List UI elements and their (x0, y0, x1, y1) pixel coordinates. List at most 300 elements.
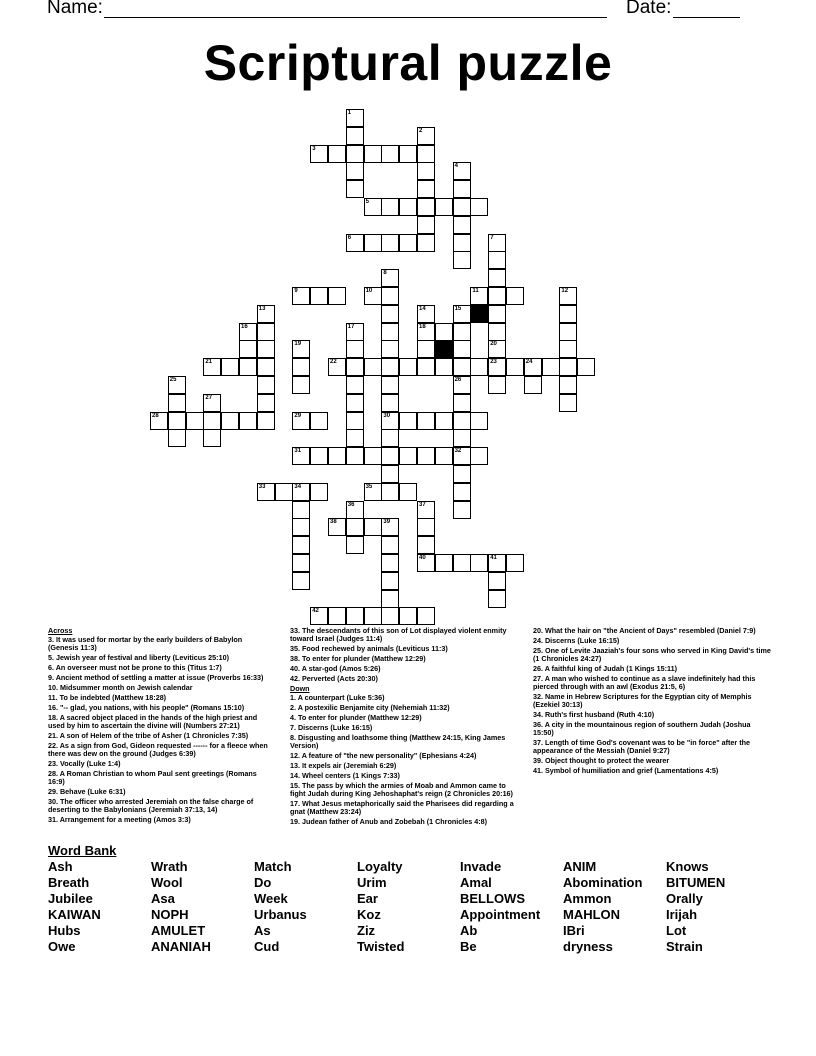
grid-cell[interactable] (381, 483, 399, 501)
grid-cell[interactable] (399, 607, 417, 625)
clue-number: 11 (472, 288, 479, 294)
grid-cell[interactable] (239, 358, 257, 376)
grid-cell[interactable] (346, 536, 364, 554)
clue-item: 9. Ancient method of settling a matter at issue (Proverbs 16:33) (48, 673, 264, 682)
grid-cell[interactable] (559, 323, 577, 341)
grid-cell[interactable] (364, 358, 382, 376)
grid-cell[interactable] (292, 572, 310, 590)
grid-cell[interactable] (221, 412, 239, 430)
clue-item: 10. Midsummer month on Jewish calendar (48, 683, 193, 692)
grid-cell[interactable] (292, 536, 310, 554)
grid-cell[interactable] (417, 216, 435, 234)
grid-cell[interactable] (453, 251, 471, 269)
clue-number: 21 (205, 359, 213, 366)
grid-cell[interactable] (381, 465, 399, 483)
grid-cell[interactable] (292, 340, 310, 358)
clue-item: 39. Object thought to protect the wearer (533, 756, 670, 765)
grid-cell[interactable] (381, 554, 399, 572)
clue-item: 30. The officer who arrested Jeremiah on the false charge of deserting to the Babylonians (Jeremiah 37:13, 14) (48, 797, 254, 814)
clue-item: 31. Arrangement for a meeting (Amos 3:3) (48, 815, 191, 824)
word-bank-item: Owe (48, 939, 76, 954)
grid-cell[interactable] (399, 412, 417, 430)
word-bank-item: Appointment (460, 907, 541, 922)
grid-cell[interactable] (381, 305, 399, 323)
clue-item: 25. One of Levite Jaaziah's four sons who served in King David's time (1 Chronicles 24:27) (533, 646, 771, 663)
clue-item: 13. It expels air (Jeremiah 6:29) (290, 761, 397, 770)
grid-cell[interactable] (275, 483, 293, 501)
grid-cell[interactable] (417, 198, 435, 216)
clue-number: 17 (347, 323, 355, 330)
grid-cell[interactable] (488, 590, 506, 608)
grid-cell[interactable] (346, 234, 364, 252)
grid-cell[interactable] (453, 216, 471, 234)
grid-cell[interactable] (381, 145, 399, 163)
clue-item: 16. "-- glad, you nations, with his people" (Romans 15:10) (48, 703, 245, 712)
clue-number: 5 (365, 199, 369, 205)
grid-cell[interactable] (381, 323, 399, 341)
clue-number: 10 (365, 288, 373, 294)
grid-cell[interactable] (364, 234, 382, 252)
grid-cell[interactable] (346, 447, 364, 465)
grid-cell[interactable] (417, 162, 435, 180)
black-square (435, 340, 453, 358)
grid-cell[interactable] (435, 323, 453, 341)
grid-cell[interactable] (257, 394, 275, 412)
grid-cell[interactable] (292, 358, 310, 376)
grid-cell[interactable] (488, 251, 506, 269)
grid-cell[interactable] (257, 323, 275, 341)
clue-item: 19. Judean father of Anub and Zobebah (1 Chronicles 4:8) (290, 817, 488, 826)
date-label: Date: (626, 0, 672, 18)
grid-cell[interactable] (417, 554, 435, 572)
grid-cell[interactable] (346, 109, 364, 127)
grid-cell[interactable] (435, 358, 453, 376)
grid-cell[interactable] (346, 323, 364, 341)
grid-cell[interactable] (453, 394, 471, 412)
grid-cell[interactable] (292, 376, 310, 394)
grid-cell[interactable] (346, 394, 364, 412)
grid-cell[interactable] (435, 447, 453, 465)
grid-cell[interactable] (257, 376, 275, 394)
word-bank-item: AMULET (151, 923, 206, 938)
grid-cell[interactable] (453, 501, 471, 519)
clue-item: 15. The pass by which the armies of Moab and Ammon came to fight Judah during King Jehoshaphat's reign (2 Chronicles 20:16) (290, 781, 513, 798)
grid-cell[interactable] (399, 145, 417, 163)
grid-cell[interactable] (453, 429, 471, 447)
clue-number: 39 (383, 519, 391, 526)
word-bank-item: Jubilee (48, 891, 93, 906)
grid-cell[interactable] (346, 127, 364, 145)
word-bank-item: Urim (357, 875, 387, 890)
grid-cell[interactable] (328, 607, 346, 625)
grid-cell[interactable] (417, 536, 435, 554)
grid-cell[interactable] (435, 198, 453, 216)
grid-cell[interactable] (310, 287, 328, 305)
grid-cell[interactable] (381, 376, 399, 394)
grid-cell[interactable] (381, 394, 399, 412)
grid-cell[interactable] (381, 536, 399, 554)
grid-cell[interactable] (417, 305, 435, 323)
clue-number: 1 (347, 110, 352, 116)
grid-cell[interactable] (381, 358, 399, 376)
grid-cell[interactable] (470, 554, 488, 572)
clue-number: 36 (347, 501, 355, 508)
grid-cell[interactable] (453, 554, 471, 572)
clue-number: 38 (330, 519, 337, 526)
clue-number: 34 (294, 483, 302, 490)
grid-cell[interactable] (346, 180, 364, 198)
grid-cell[interactable] (346, 501, 364, 519)
grid-cell[interactable] (506, 554, 524, 572)
grid-cell[interactable] (364, 607, 382, 625)
grid-cell[interactable] (310, 447, 328, 465)
clue-item: 41. Symbol of humiliation and grief (Lamentations 4:5) (533, 766, 719, 775)
black-square (470, 305, 488, 323)
grid-cell[interactable] (292, 412, 310, 430)
clue-number: 9 (294, 288, 298, 294)
word-bank (48, 859, 788, 955)
grid-cell[interactable] (328, 447, 346, 465)
grid-cell[interactable] (168, 412, 186, 430)
grid-cell[interactable] (435, 554, 453, 572)
clue-number: 23 (490, 359, 497, 366)
word-bank-item: BITUMEN (666, 875, 726, 890)
grid-cell[interactable] (470, 198, 488, 216)
clue-number: 25 (169, 377, 177, 383)
grid-cell[interactable] (524, 376, 542, 394)
grid-cell[interactable] (381, 447, 399, 465)
name-label: Name: (47, 0, 103, 18)
clue-number: 31 (294, 448, 302, 455)
word-bank-item: As (254, 923, 271, 938)
grid-cell[interactable] (488, 340, 506, 358)
grid-cell[interactable] (346, 340, 364, 358)
grid-cell[interactable] (577, 358, 595, 376)
clue-item: 29. Behave (Luke 6:31) (48, 787, 126, 796)
grid-cell[interactable] (257, 412, 275, 430)
clue-item: 6. An overseer must not be prone to this (Titus 1:7) (48, 663, 222, 672)
grid-cell[interactable] (470, 287, 488, 305)
grid-cell[interactable] (506, 358, 524, 376)
grid-cell[interactable] (364, 447, 382, 465)
clue-number: 41 (490, 555, 497, 561)
word-bank-item: MAHLON (563, 907, 621, 922)
grid-cell[interactable] (453, 447, 471, 465)
grid-cell[interactable] (292, 518, 310, 536)
clue-item: 1. A counterpart (Luke 5:36) (290, 693, 385, 702)
clue-number: 16 (241, 323, 248, 330)
grid-cell[interactable] (292, 447, 310, 465)
word-bank-item: ANANIAH (151, 939, 211, 954)
word-bank-item: Ash (48, 859, 73, 874)
clue-item: 8. Disgusting and loathsome thing (Matthew 24:15, King James Version) (290, 733, 506, 750)
word-bank-item: Lot (666, 923, 687, 938)
grid-cell[interactable] (417, 501, 435, 519)
clue-item: 18. A sacred object placed in the hands of the high priest and used by him to ascertain the divine will (Numbers 27:21) (48, 713, 258, 730)
grid-cell[interactable] (453, 234, 471, 252)
clues-col-1 (48, 627, 273, 826)
down-heading: Down (290, 684, 310, 693)
grid-cell[interactable] (488, 234, 506, 252)
word-bank-title: Word Bank (48, 843, 117, 858)
clue-number: 37 (419, 501, 426, 508)
clue-number: 35 (365, 483, 373, 490)
grid-cell[interactable] (168, 429, 186, 447)
clue-item: 37. Length of time God's covenant was to be "in force" after the appearance of the Messiah (Daniel 9:27) (533, 738, 750, 755)
clue-item: 42. Perverted (Acts 20:30) (290, 674, 378, 683)
grid-cell[interactable] (203, 358, 221, 376)
grid-cell[interactable] (470, 447, 488, 465)
page-title: Scriptural puzzle (203, 35, 613, 91)
clue-number: 8 (383, 270, 387, 277)
grid-cell[interactable] (381, 269, 399, 287)
clue-item: 23. Vocally (Luke 1:4) (48, 759, 121, 768)
grid-cell[interactable] (239, 412, 257, 430)
grid-cell[interactable] (239, 323, 257, 341)
clue-number: 22 (330, 359, 337, 366)
clue-number: 3 (312, 145, 316, 152)
word-bank-item: BELLOWS (460, 891, 525, 906)
grid-cell[interactable] (257, 358, 275, 376)
grid-cell[interactable] (328, 287, 346, 305)
clue-item: 11. To be indebted (Matthew 18:28) (48, 693, 167, 702)
grid-cell[interactable] (364, 287, 382, 305)
grid-cell[interactable] (310, 412, 328, 430)
grid-cell[interactable] (346, 358, 364, 376)
word-bank-item: Match (254, 859, 292, 874)
clue-item: 20. What the hair on "the Ancient of Days" resembled (Daniel 7:9) (533, 626, 756, 635)
grid-cell[interactable] (559, 358, 577, 376)
grid-cell[interactable] (488, 269, 506, 287)
grid-cell[interactable] (559, 305, 577, 323)
grid-cell[interactable] (399, 483, 417, 501)
grid-cell[interactable] (292, 554, 310, 572)
word-bank-item: Asa (151, 891, 175, 906)
clue-number: 4 (454, 163, 458, 170)
grid-cell[interactable] (381, 234, 399, 252)
grid-cell[interactable] (239, 340, 257, 358)
grid-cell[interactable] (381, 198, 399, 216)
grid-cell[interactable] (328, 518, 346, 536)
grid-cell[interactable] (506, 287, 524, 305)
grid-cell[interactable] (470, 358, 488, 376)
grid-cell[interactable] (346, 429, 364, 447)
clue-item: 32. Name in Hebrew Scriptures for the Egyptian city of Memphis (Ezekiel 30:13) (533, 692, 752, 709)
grid-cell[interactable] (346, 607, 364, 625)
grid-cell[interactable] (453, 323, 471, 341)
word-bank-item: Invade (460, 859, 502, 874)
word-bank-item: Ear (357, 891, 378, 906)
grid-cell[interactable] (381, 287, 399, 305)
grid-cell[interactable] (381, 518, 399, 536)
grid-cell[interactable] (453, 162, 471, 180)
word-bank-item: Be (460, 939, 477, 954)
grid-cell[interactable] (399, 234, 417, 252)
grid-cell[interactable] (399, 358, 417, 376)
clue-item: 33. The descendants of this son of Lot displayed violent enmity toward Israel (Judges 11:4) (290, 626, 507, 643)
clue-item: 5. Jewish year of festival and liberty (Leviticus 25:10) (48, 653, 229, 662)
clue-item: 24. Discerns (Luke 16:15) (533, 636, 620, 645)
clue-number: 32 (454, 448, 462, 455)
grid-cell[interactable] (417, 180, 435, 198)
clue-item: 40. A star-god (Amos 5:26) (290, 664, 381, 673)
clue-item: 14. Wheel centers (1 Kings 7:33) (290, 771, 400, 780)
grid-cell[interactable] (257, 483, 275, 501)
grid-cell[interactable] (559, 394, 577, 412)
clue-number: 6 (347, 234, 352, 241)
grid-cell[interactable] (381, 607, 399, 625)
grid-cell[interactable] (417, 127, 435, 145)
word-bank-item: KAIWAN (48, 907, 101, 922)
word-bank-item: Wrath (151, 859, 188, 874)
grid-cell[interactable] (542, 358, 560, 376)
grid-cell[interactable] (488, 287, 506, 305)
grid-cell[interactable] (524, 358, 542, 376)
clue-number: 7 (490, 234, 494, 241)
grid-cell[interactable] (453, 180, 471, 198)
grid-cell[interactable] (381, 340, 399, 358)
grid-cell[interactable] (470, 412, 488, 430)
word-bank-item: Orally (666, 891, 703, 906)
grid-cell[interactable] (203, 394, 221, 412)
grid-cell[interactable] (310, 607, 328, 625)
grid-cell[interactable] (488, 554, 506, 572)
clue-item: 22. As a sign from God, Gideon requested ------ for a fleece when there was dew on the ground (Judges 6:39) (48, 741, 268, 758)
word-bank-item: dryness (563, 939, 613, 954)
clue-number: 18 (419, 323, 426, 330)
word-bank-item: Abomination (563, 875, 643, 890)
word-bank-item: IBri (563, 923, 585, 938)
clue-item: 17. What Jesus metaphorically said the Pharisees did regarding a gnat (Matthew 23:24) (290, 799, 514, 816)
grid-cell[interactable] (559, 340, 577, 358)
clue-number: 15 (454, 305, 462, 312)
word-bank-item: Hubs (48, 923, 81, 938)
grid-cell[interactable] (417, 607, 435, 625)
grid-cell[interactable] (310, 483, 328, 501)
clue-item: 2. A postexilic Benjamite city (Nehemiah 11:32) (290, 703, 450, 712)
grid-cell[interactable] (381, 572, 399, 590)
grid-cell[interactable] (488, 305, 506, 323)
grid-cell[interactable] (417, 234, 435, 252)
clue-number: 29 (294, 412, 302, 419)
grid-cell[interactable] (417, 447, 435, 465)
grid-cell[interactable] (364, 145, 382, 163)
word-bank-item: Do (254, 875, 272, 890)
grid-cell[interactable] (203, 429, 221, 447)
grid-cell[interactable] (310, 145, 328, 163)
grid-cell[interactable] (364, 518, 382, 536)
grid-cell[interactable] (399, 198, 417, 216)
grid-cell[interactable] (381, 429, 399, 447)
grid-cell[interactable] (150, 412, 168, 430)
grid-cell[interactable] (453, 376, 471, 394)
grid-cell[interactable] (417, 412, 435, 430)
word-bank-item: Koz (357, 907, 381, 922)
grid-cell[interactable] (559, 287, 577, 305)
grid-cell[interactable] (186, 412, 204, 430)
grid-cell[interactable] (257, 340, 275, 358)
grid-cell[interactable] (328, 358, 346, 376)
grid-cell[interactable] (559, 376, 577, 394)
grid-cell[interactable] (453, 358, 471, 376)
grid-cell[interactable] (453, 412, 471, 430)
grid-cell[interactable] (346, 162, 364, 180)
grid-cell[interactable] (488, 323, 506, 341)
grid-cell[interactable] (417, 518, 435, 536)
word-bank-item: Week (254, 891, 288, 906)
grid-cell[interactable] (399, 447, 417, 465)
clue-number: 30 (383, 412, 391, 419)
grid-cell[interactable] (292, 483, 310, 501)
word-bank-item: Loyalty (357, 859, 403, 874)
grid-cell[interactable] (346, 518, 364, 536)
grid-cell[interactable] (292, 287, 310, 305)
word-bank-item: Ammon (563, 891, 612, 906)
grid-cell[interactable] (417, 340, 435, 358)
grid-cell[interactable] (257, 305, 275, 323)
clue-item: 35. Food rechewed by animals (Leviticus 11:3) (290, 644, 448, 653)
grid-cell[interactable] (488, 572, 506, 590)
clue-number: 20 (490, 341, 497, 348)
clue-item: 38. To enter for plunder (Matthew 12:29) (290, 654, 426, 663)
grid-cell[interactable] (417, 358, 435, 376)
word-bank-item: Urbanus (254, 907, 307, 922)
grid-cell[interactable] (292, 501, 310, 519)
word-bank-item: Knows (666, 859, 709, 874)
grid-cell[interactable] (453, 483, 471, 501)
word-bank-item: Breath (48, 875, 90, 890)
grid-cell[interactable] (168, 394, 186, 412)
grid-cell[interactable] (346, 376, 364, 394)
clue-number: 26 (454, 377, 462, 383)
clues-col-3 (533, 627, 773, 777)
grid-cell[interactable] (203, 412, 221, 430)
word-bank-item: Ziz (357, 923, 376, 938)
grid-cell[interactable] (381, 412, 399, 430)
clue-number: 28 (152, 412, 159, 419)
clue-item: 36. A city in the mountainous region of southern Judah (Joshua 15:50) (533, 720, 751, 737)
word-bank-item: Irijah (666, 907, 698, 922)
grid-cell[interactable] (381, 590, 399, 608)
grid-cell[interactable] (221, 358, 239, 376)
grid-cell[interactable] (168, 376, 186, 394)
grid-cell[interactable] (364, 483, 382, 501)
clue-item: 34. Ruth's first husband (Ruth 4:10) (533, 710, 655, 719)
clue-item: 12. A feature of "the new personality" (Ephesians 4:24) (290, 751, 477, 760)
across-heading: Across (48, 626, 73, 635)
clue-number: 42 (312, 608, 319, 615)
grid-cell[interactable] (453, 465, 471, 483)
clue-number: 33 (258, 483, 266, 490)
grid-cell[interactable] (488, 376, 506, 394)
grid-cell[interactable] (453, 198, 471, 216)
clue-item: 28. A Roman Christian to whom Paul sent greetings (Romans 16:9) (48, 769, 257, 786)
grid-cell[interactable] (453, 305, 471, 323)
clue-number: 12 (561, 288, 569, 294)
grid-cell[interactable] (364, 198, 382, 216)
grid-cell[interactable] (346, 412, 364, 430)
grid-cell[interactable] (417, 323, 435, 341)
grid-cell[interactable] (453, 340, 471, 358)
grid-cell[interactable] (328, 145, 346, 163)
clue-item: 3. It was used for mortar by the early builders of Babylon (Genesis 11:3) (48, 635, 243, 652)
grid-cell[interactable] (346, 145, 364, 163)
word-bank-item: Wool (151, 875, 183, 890)
grid-cell[interactable] (488, 358, 506, 376)
grid-cell[interactable] (435, 412, 453, 430)
grid-cell[interactable] (417, 145, 435, 163)
clue-number: 13 (258, 305, 266, 312)
